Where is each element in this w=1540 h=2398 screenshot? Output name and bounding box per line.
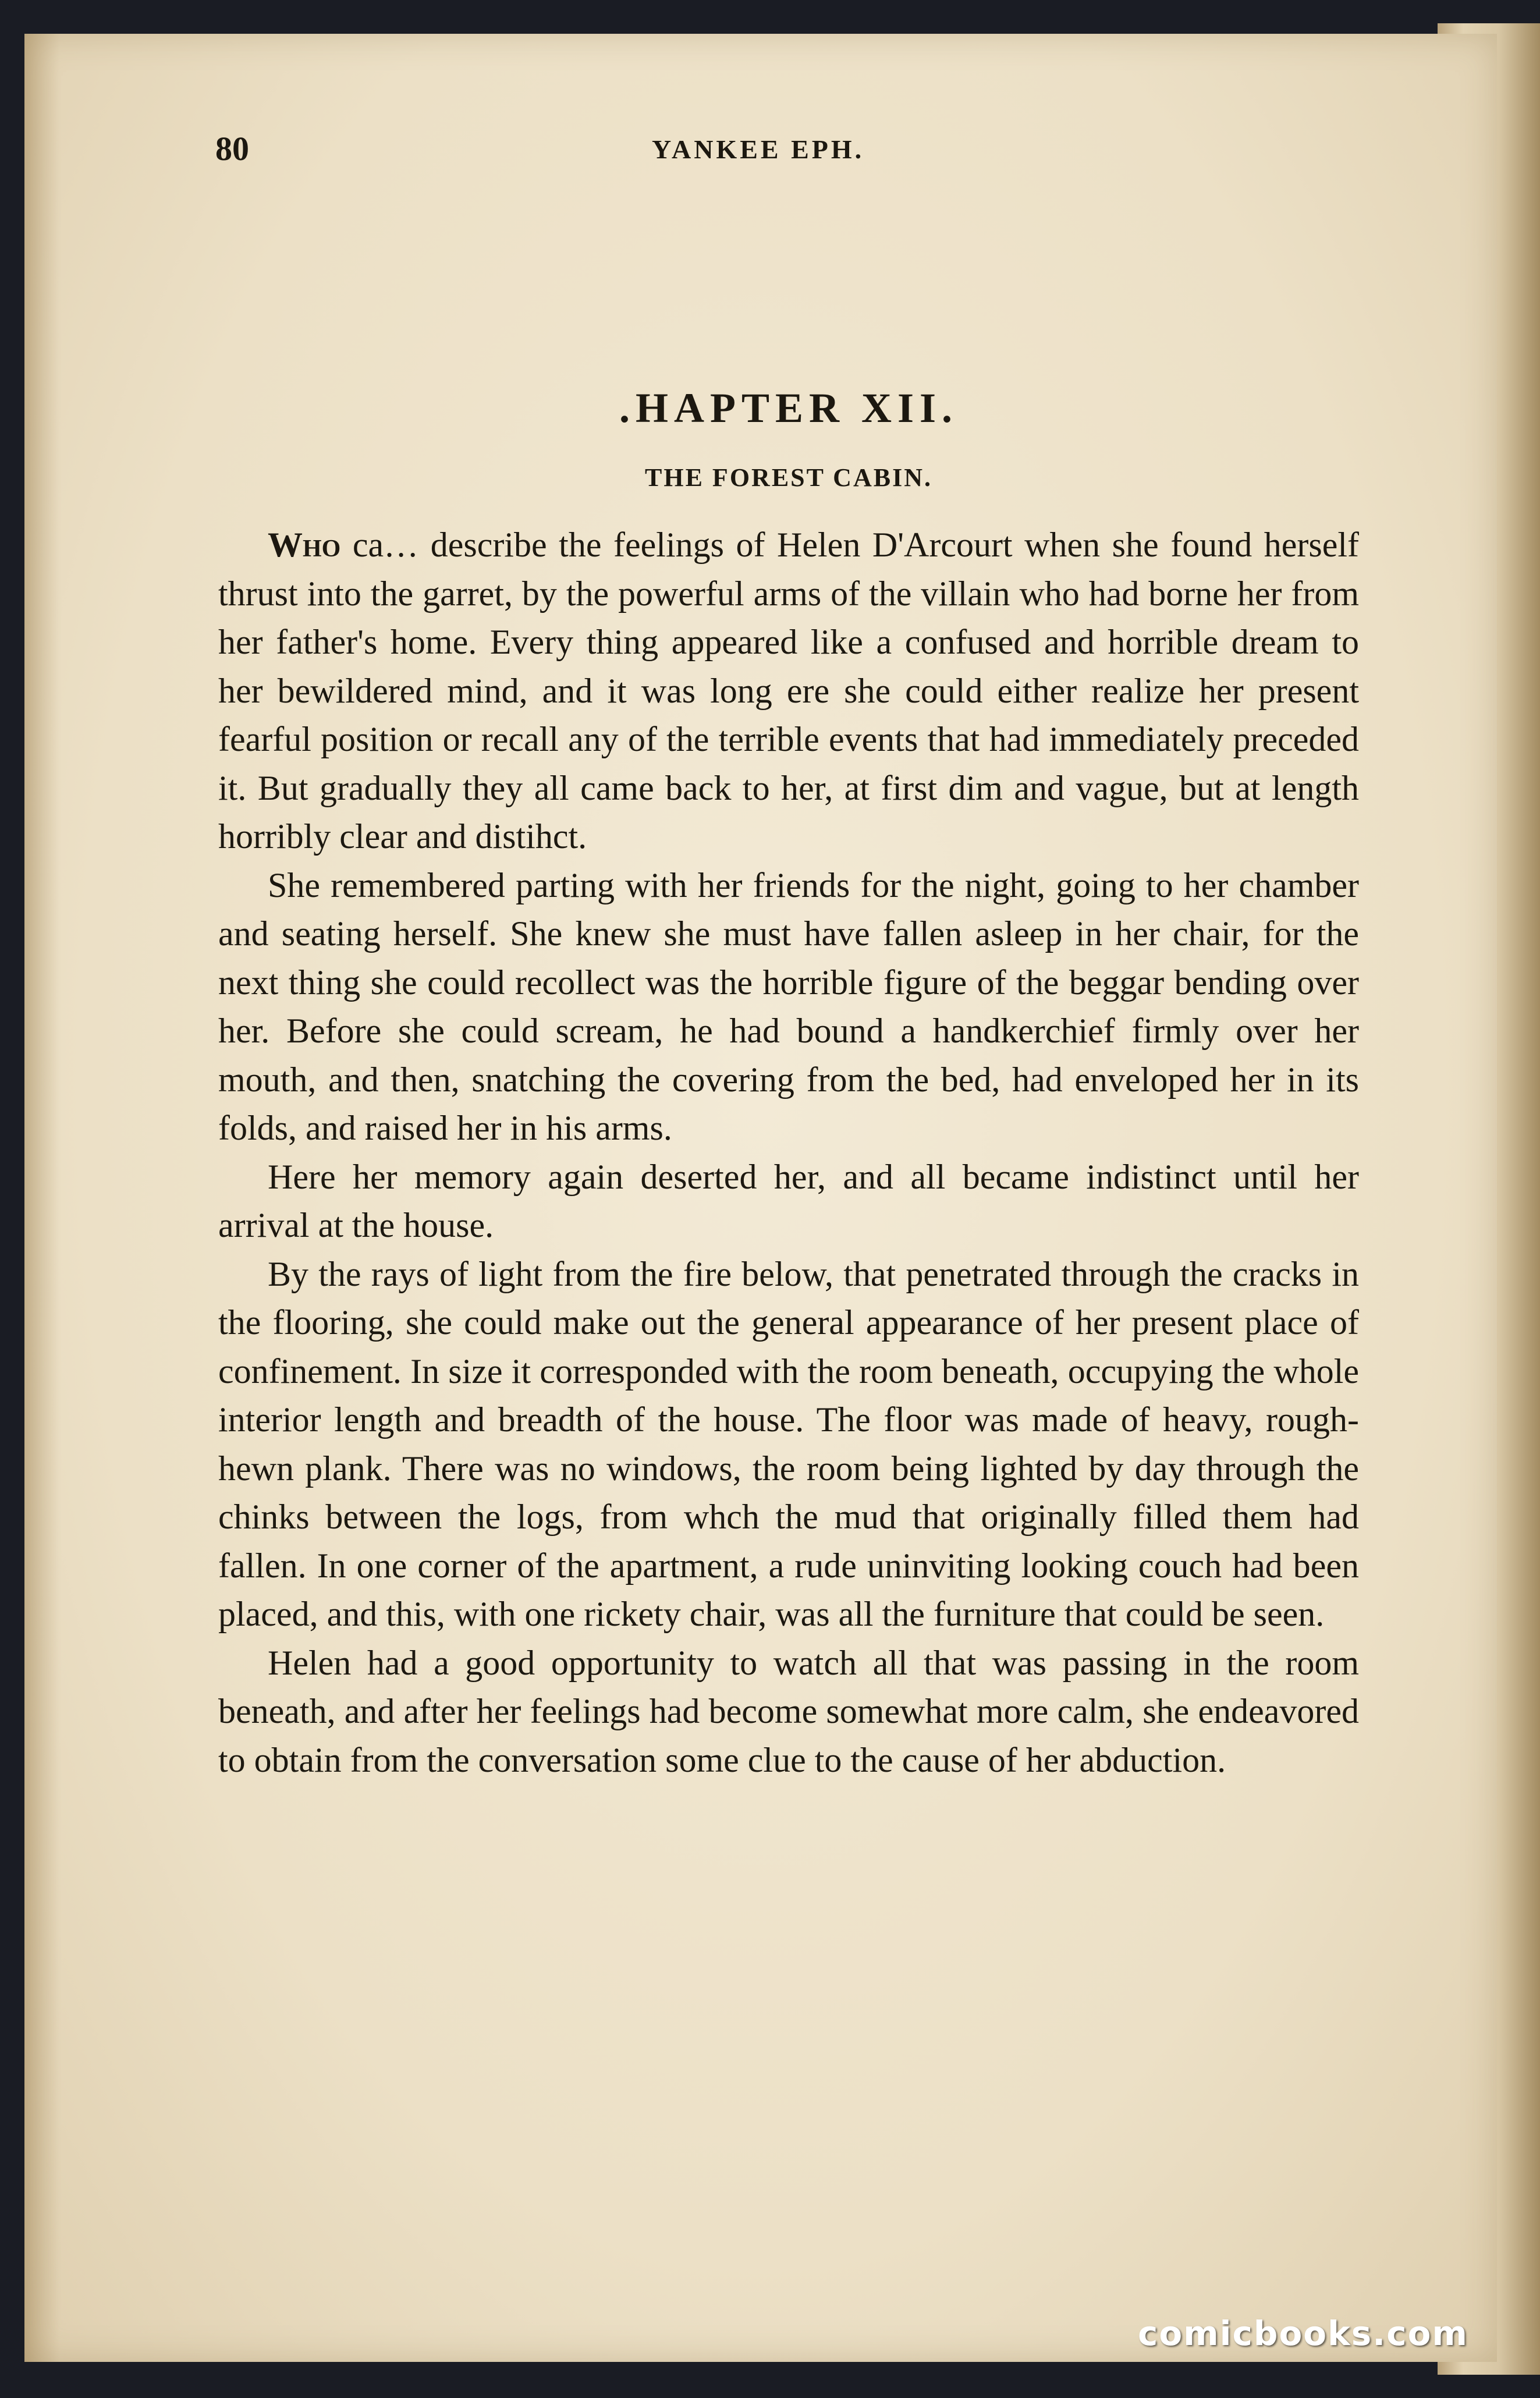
paragraph-1 [218, 521, 1359, 861]
paragraph-text: ca… describe the feelings of Helen D'Arcourt when she found herself thrust into the garret, by the powerful arms of the villain who had borne her from her father's home. Every thing appeared like a confused and horrible dream to her bewildered mind, and it was long ere she could either realize her present fearful position or recall any of the terrible events that had immediately preceded it. But gradually they all came back to her, at first dim and vague, but at length horribly clear and distihct. [218, 526, 1359, 856]
running-head: YANKEE EPH. [652, 134, 865, 164]
paragraph-2: She remembered parting with her friends for the night, going to her chamber and seating herself. She knew she must have fallen asleep in her chair, for the next thing she could recollect was the horrible figure of the beggar bending over her. Before she could scream, he had bound a handkerchief firmly over her mouth, and then, snatching the covering from the bed, had enveloped her in its folds, and raised her in his arms. [218, 865, 1359, 1147]
chapter-subtitle: THE FOREST CABIN. [645, 463, 932, 492]
lead-word: Who [268, 526, 341, 564]
paragraph-5: Helen had a good opportunity to watch all that was passing in the room beneath, and after her feelings had become somewhat more calm, she endeavored to obtain from the conversation some clue to the cause of her abduction. [218, 1643, 1359, 1779]
paragraph-4: By the rays of light from the fire below, that penetrated through the cracks in the flooring, she could make out the general appearance of her present place of confinement. In size it corresponded with the room beneath, occupying the whole interior length and breadth of the house. The floor was made of heavy, rough-hewn plank. There was no windows, the room being lighted by day through the chinks between the logs, from whch the mud that originally filled them had fallen. In one corner of the apartment, a rude uninviting looking couch had been placed, and this, with one rickety chair, was all the furniture that could be seen. [218, 1254, 1359, 1633]
binding-shadow [24, 34, 59, 2362]
chapter-title: .HAPTER XII. [619, 385, 959, 431]
body-text [218, 521, 1359, 1785]
watermark: comicbooks.com [1138, 2314, 1468, 2353]
page-number: 80 [215, 130, 249, 168]
paragraph-3: Here her memory again deserted her, and all became indistinct until her arrival at the house. [218, 1157, 1359, 1244]
page-header [215, 129, 1379, 176]
